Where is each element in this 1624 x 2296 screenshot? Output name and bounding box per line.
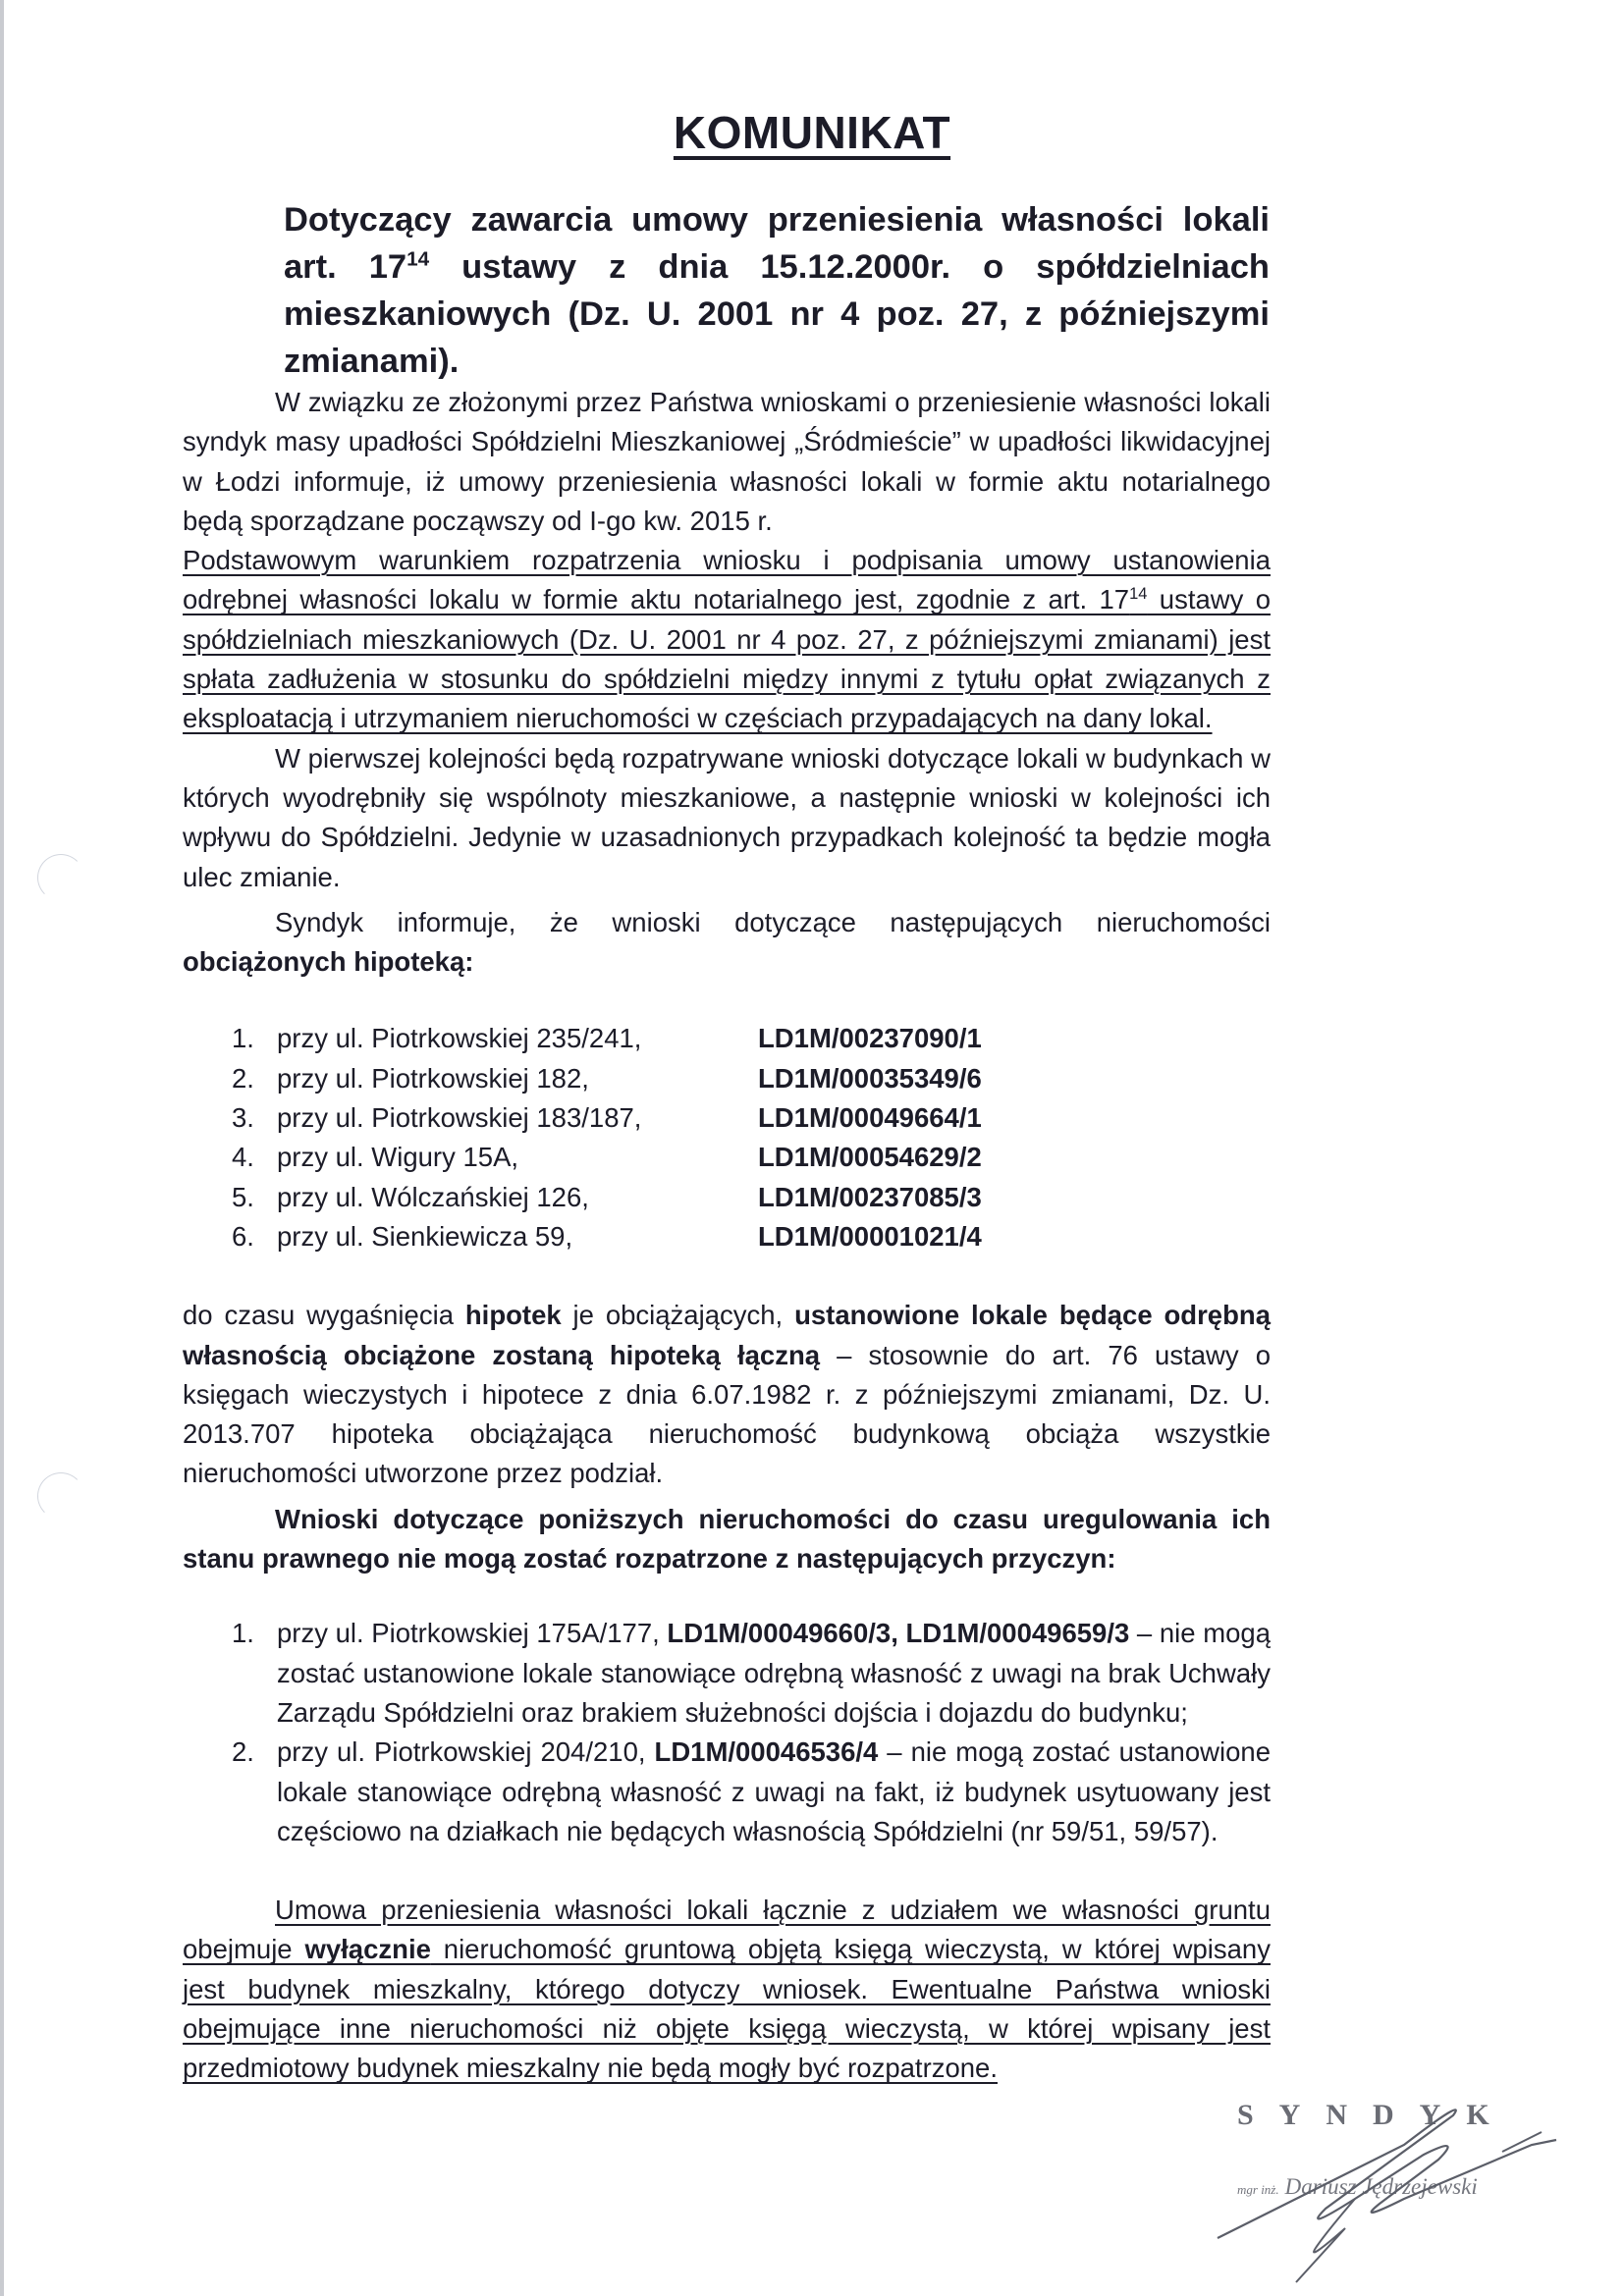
- joint-mortgage-bold-2: ustanowione lokale będące odrębną własnością obciążone zostaną hipoteką łączną: [183, 1300, 1271, 1370]
- signature-name: Dariusz Jędrzejewski: [1284, 2174, 1478, 2199]
- joint-mortgage-text-3: – stosownie do art. 76 ustawy o księgach wieczystych i hipotece z dnia 6.07.1982 r. z późniejszymi zmianami, Dz. U. 2013.707 hipoteka obciążająca nieruchomość budynkową obciąża wszystkie nieruchomości utworzone przez podział.: [183, 1339, 1271, 1489]
- scope-text-2: nieruchomość gruntową objętą księgą wieczystą, w której wpisany jest budynek mieszkalny, którego dotyczy wniosek. Ewentualne Państwa wnioski obejmujące inne nieruchomości niż objęte księgą wieczystą, w której wpisany jest przedmiotowy budynek mieszkalny nie będą mogły być rozpatrzone.: [183, 1934, 1271, 2084]
- item-address: przy ul. Piotrkowskiej 182,: [277, 1062, 589, 1094]
- item-text: [277, 1614, 1271, 1733]
- document-subject: [284, 196, 1270, 385]
- signature-title: SYNDYK: [1237, 2099, 1515, 2131]
- item-text: [277, 1733, 1271, 1851]
- scope-bold: wyłącznie: [304, 1934, 431, 1965]
- item-land-register: LD1M/00046536/4: [654, 1736, 879, 1768]
- item-land-register: LD1M/00049660/3, LD1M/00049659/3: [667, 1618, 1130, 1649]
- signature-stamp: [1208, 2071, 1571, 2287]
- mortgage-intro-bold: obciążonych hipoteką:: [183, 946, 474, 978]
- item-number: 6.: [232, 1220, 254, 1252]
- condition-superscript: 14: [1129, 585, 1148, 604]
- paragraph-condition: [183, 541, 1271, 738]
- item-address: przy ul. Piotrkowskiej 235/241,: [277, 1023, 642, 1054]
- blocked-intro-bold: Wnioski dotyczące poniższych nieruchomości do czasu uregulowania ich stanu prawnego nie mogą zostać rozpatrzone z następujących przyczyn:: [183, 1503, 1271, 1575]
- item-land-register: LD1M/00237085/3: [758, 1181, 982, 1212]
- paragraph-mortgage-intro: [183, 903, 1271, 983]
- item-reason: – nie mogą zostać ustanowione lokale stanowiące odrębną własność z uwagi na brak Uchwały Zarządu Spółdzielni oraz brakiem służebności dojścia i dojazdu do budynku;: [277, 1618, 1271, 1728]
- item-address: przy ul. Sienkiewicza 59,: [277, 1220, 573, 1252]
- item-reason: – nie mogą zostać ustanowione lokale stanowiące odrębną własność z uwagi na fakt, iż budynek usytuowany jest częściowo na działkach nie będących własnością Spółdzielni (nr 59/51, 59/57).: [277, 1736, 1271, 1846]
- paragraph-blocked-intro: [183, 1500, 1271, 1579]
- joint-mortgage-bold-1: hipotek: [464, 1300, 562, 1331]
- paragraph-joint-mortgage: [183, 1296, 1271, 1493]
- item-number: 4.: [232, 1142, 254, 1173]
- item-number: 1.: [232, 1618, 254, 1649]
- list-item: [183, 1098, 1271, 1138]
- item-address: przy ul. Wigury 15A,: [277, 1142, 519, 1173]
- document-body: [183, 383, 1271, 2089]
- signature-prefix: mgr inż.: [1237, 2182, 1279, 2197]
- item-number: 2.: [232, 1062, 254, 1094]
- title-text: KOMUNIKAT: [673, 107, 951, 158]
- subject-superscript: 14: [406, 247, 430, 271]
- subject-text-1: Dotyczący zawarcia umowy przeniesienia własności lokali art. 17: [284, 201, 1270, 286]
- scope-text-1: Umowa przeniesienia własności lokali łącznie z udziałem we własności gruntu obejmuje: [183, 1895, 1271, 1965]
- paragraph-scope: [183, 1891, 1271, 2088]
- condition-text-2: ustawy o spółdzielniach mieszkaniowych (Dz. U. 2001 nr 4 poz. 27, z późniejszymi zmianami) jest spłata zadłużenia w stosunku do spółdzielni między innymi z tytułu opłat związanych z eksploatacją i utrzymaniem nieruchomości w częściach przypadających na dany lokal.: [183, 584, 1271, 734]
- item-number: 3.: [232, 1102, 254, 1134]
- list-item: [183, 1614, 1271, 1733]
- item-address: przy ul. Piotrkowskiej 183/187,: [277, 1102, 642, 1134]
- item-land-register: LD1M/00001021/4: [758, 1220, 982, 1252]
- mortgaged-properties-list: [183, 1019, 1271, 1256]
- condition-text-1: Podstawowym warunkiem rozpatrzenia wniosku i podpisania umowy ustanowienia odrębnej własności lokalu w formie aktu notarialnego jest, zgodnie z art. 17: [183, 545, 1271, 615]
- item-address: przy ul. Piotrkowskiej 204/210,: [277, 1736, 655, 1768]
- item-land-register: LD1M/00035349/6: [758, 1062, 982, 1094]
- list-item: [183, 1217, 1271, 1256]
- mortgage-intro-text: Syndyk informuje, że wnioski dotyczące następujących nieruchomości: [275, 906, 1271, 937]
- subject-text-2: ustawy z dnia 15.12.2000r. o spółdzielniach mieszkaniowych (Dz. U. 2001 nr 4 poz. 27, z późniejszymi zmianami).: [284, 248, 1270, 380]
- list-item: [183, 1138, 1271, 1177]
- list-item: [183, 1059, 1271, 1098]
- paragraph-order: W pierwszej kolejności będą rozpatrywane wnioski dotyczące lokali w budynkach w których wyodrębniły się wspólnoty mieszkaniowe, a następnie wnioski w kolejności ich wpływu do Spółdzielni. Jedynie w uzasadnionych przypadkach kolejność ta będzie mogła ulec zmianie.: [183, 742, 1271, 892]
- item-address: przy ul. Wólczańskiej 126,: [277, 1181, 589, 1212]
- item-land-register: LD1M/00054629/2: [758, 1142, 982, 1173]
- joint-mortgage-text-1: do czasu wygaśnięcia: [183, 1300, 465, 1331]
- punch-hole-top: [37, 854, 84, 901]
- blocked-properties-list: [183, 1614, 1271, 1851]
- joint-mortgage-text-2: je obciążających,: [561, 1300, 795, 1331]
- item-number: 2.: [232, 1736, 254, 1768]
- item-number: 1.: [232, 1023, 254, 1054]
- punch-hole-bottom: [37, 1472, 84, 1520]
- list-item: [183, 1178, 1271, 1217]
- document-title: [0, 106, 1624, 159]
- item-number: 5.: [232, 1181, 254, 1212]
- list-item: [183, 1733, 1271, 1851]
- item-address: przy ul. Piotrkowskiej 175A/177,: [277, 1618, 668, 1649]
- list-item: [183, 1019, 1271, 1058]
- handwritten-signature-icon: [1208, 2071, 1571, 2287]
- item-land-register: LD1M/00049664/1: [758, 1102, 982, 1134]
- paragraph-intro: W związku ze złożonymi przez Państwa wnioskami o przeniesienie własności lokali syndyk masy upadłości Spółdzielni Mieszkaniowej „Śródmieście” w upadłości likwidacyjnej w Łodzi informuje, iż umowy przeniesienia własności lokali w formie aktu notarialnego będą sporządzane począwszy od I-go kw. 2015 r.: [183, 387, 1271, 536]
- scan-edge: [0, 0, 4, 2296]
- item-land-register: LD1M/00237090/1: [758, 1023, 982, 1054]
